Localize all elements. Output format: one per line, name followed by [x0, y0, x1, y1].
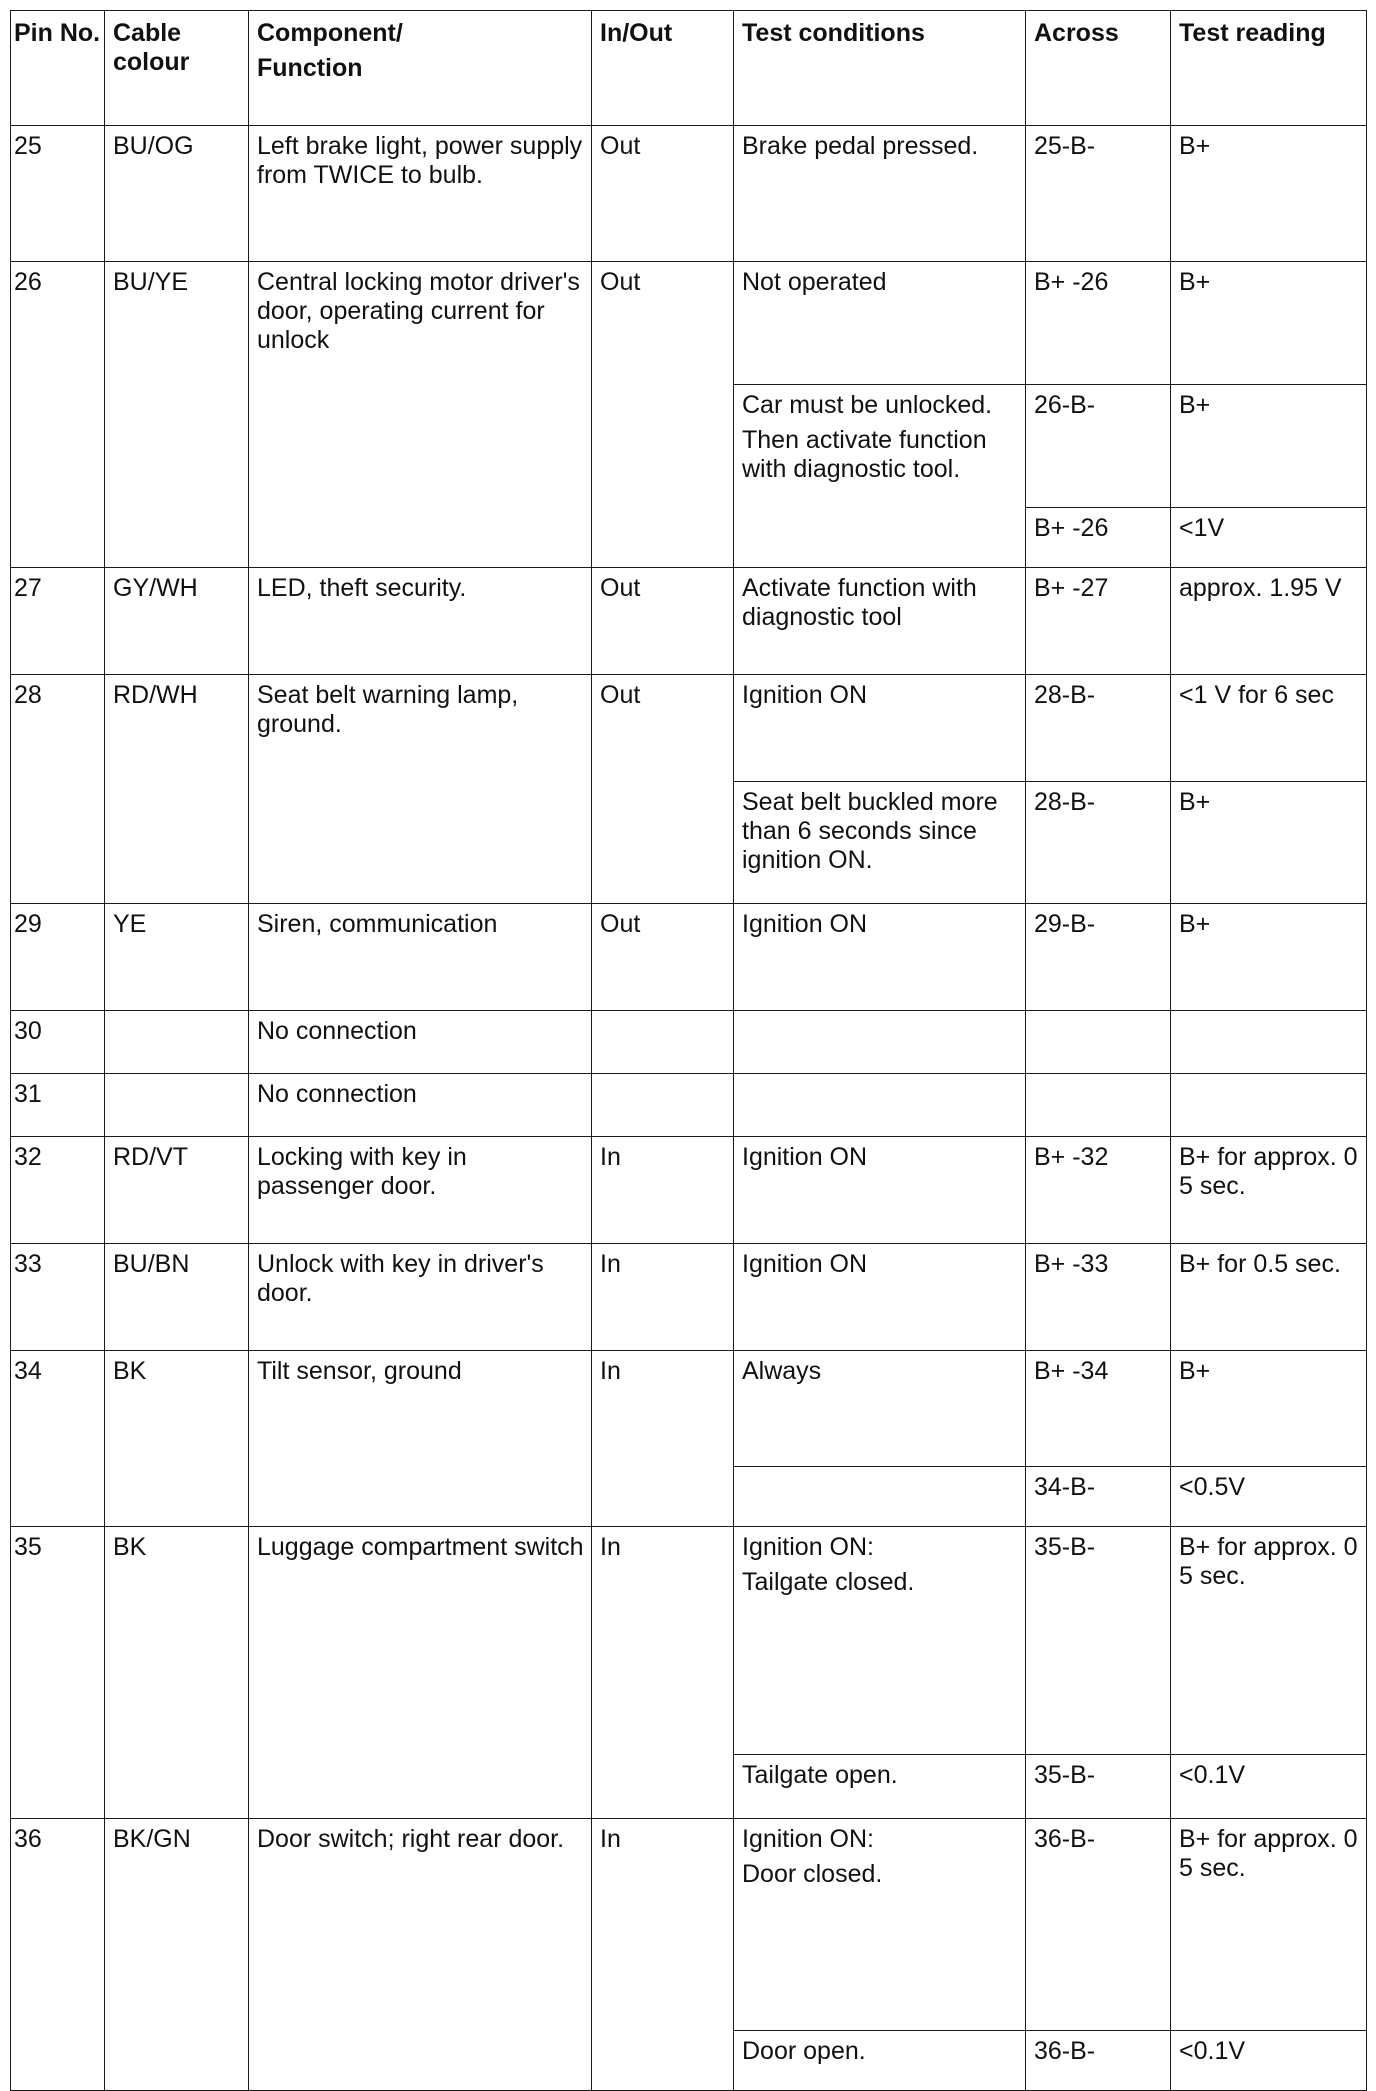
across-cell: B+ -34 — [1026, 1351, 1171, 1467]
inout-cell: Out — [592, 675, 734, 904]
across-cell: B+ -33 — [1026, 1244, 1171, 1351]
header-component: Component/ Function — [249, 11, 592, 126]
test-conditions-cell — [734, 1244, 1026, 1351]
across-cell: B+ -26 — [1026, 262, 1171, 385]
table-row — [11, 1819, 1367, 2031]
cable-colour-cell: BK — [105, 1527, 249, 1819]
test-reading-cell: B+ for approx. 0 5 sec. — [1171, 1527, 1367, 1755]
table-body — [11, 126, 1367, 2091]
test-reading-cell: B+ — [1171, 782, 1367, 904]
test-conditions-cell — [734, 2031, 1026, 2091]
cable-colour-cell: RD/WH — [105, 675, 249, 904]
test-reading-cell: B+ — [1171, 385, 1367, 508]
table-row — [11, 1137, 1367, 1244]
condition-line: Ignition ON: — [742, 1533, 875, 1561]
cable-colour-cell: BU/OG — [105, 126, 249, 262]
across-cell: 28-B- — [1026, 675, 1171, 782]
test-conditions-cell — [734, 675, 1026, 782]
across-cell: 36-B- — [1026, 1819, 1171, 2031]
test-reading-cell: <1V — [1171, 508, 1367, 568]
component-cell: Locking with key in passenger door. — [249, 1137, 592, 1244]
component-cell: Luggage compartment switch — [249, 1527, 592, 1819]
component-cell: Tilt sensor, ground — [249, 1351, 592, 1527]
condition-line: Tailgate open. — [742, 1761, 898, 1789]
test-conditions-cell — [734, 1467, 1026, 1527]
pin-number-cell: 29 — [11, 904, 105, 1011]
test-conditions-cell — [734, 1527, 1026, 1755]
across-cell: B+ -32 — [1026, 1137, 1171, 1244]
across-cell: 29-B- — [1026, 904, 1171, 1011]
across-cell: 35-B- — [1026, 1755, 1171, 1819]
component-cell: Seat belt warning lamp, ground. — [249, 675, 592, 904]
condition-line: Not operated — [742, 268, 887, 296]
condition-line: Activate function with diagnostic tool — [742, 574, 977, 631]
test-conditions-cell — [734, 1074, 1026, 1137]
inout-cell: In — [592, 1351, 734, 1527]
test-conditions-cell — [734, 385, 1026, 568]
inout-cell: In — [592, 1527, 734, 1819]
pin-number-cell: 36 — [11, 1819, 105, 2091]
across-cell: 28-B- — [1026, 782, 1171, 904]
inout-cell: In — [592, 1137, 734, 1244]
across-cell: 26-B- — [1026, 385, 1171, 508]
condition-line: Always — [742, 1357, 822, 1385]
test-conditions-cell — [734, 904, 1026, 1011]
test-reading-cell: <1 V for 6 sec — [1171, 675, 1367, 782]
pin-number-cell: 25 — [11, 126, 105, 262]
header-reading: Test reading — [1171, 11, 1367, 126]
inout-cell — [592, 1011, 734, 1074]
table-row — [11, 904, 1367, 1011]
table-row — [11, 568, 1367, 675]
across-cell — [1026, 1011, 1171, 1074]
across-cell — [1026, 1074, 1171, 1137]
test-conditions-cell — [734, 126, 1026, 262]
pin-number-cell: 35 — [11, 1527, 105, 1819]
condition-line: Tailgate closed. — [742, 1568, 915, 1596]
table-row — [11, 126, 1367, 262]
condition-line: Door open. — [742, 2037, 866, 2065]
pin-number-cell: 33 — [11, 1244, 105, 1351]
pin-number-cell: 31 — [11, 1074, 105, 1137]
table-row — [11, 1244, 1367, 1351]
test-conditions-cell — [734, 1351, 1026, 1467]
header-inout: In/Out — [592, 11, 734, 126]
test-reading-cell: B+ — [1171, 262, 1367, 385]
pin-number-cell: 34 — [11, 1351, 105, 1527]
test-reading-cell — [1171, 1074, 1367, 1137]
pin-number-cell: 26 — [11, 262, 105, 568]
condition-line: Ignition ON — [742, 1250, 868, 1278]
inout-cell: Out — [592, 262, 734, 568]
component-cell: Siren, communication — [249, 904, 592, 1011]
pin-number-cell: 28 — [11, 675, 105, 904]
test-conditions-cell — [734, 782, 1026, 904]
test-reading-cell: B+ — [1171, 1351, 1367, 1467]
test-reading-cell — [1171, 1011, 1367, 1074]
test-conditions-cell — [734, 1755, 1026, 1819]
test-reading-cell: B+ for approx. 0 5 sec. — [1171, 1137, 1367, 1244]
across-cell: 36-B- — [1026, 2031, 1171, 2091]
test-reading-cell: B+ — [1171, 126, 1367, 262]
cable-colour-cell: GY/WH — [105, 568, 249, 675]
pin-test-table — [10, 10, 1367, 2091]
header-across: Across — [1026, 11, 1171, 126]
condition-line: Seat belt buckled more than 6 seconds since ignition ON. — [742, 788, 998, 874]
inout-cell: Out — [592, 568, 734, 675]
component-cell: LED, theft security. — [249, 568, 592, 675]
cable-colour-cell — [105, 1011, 249, 1074]
component-cell: Left brake light, power supply from TWICE to bulb. — [249, 126, 592, 262]
test-reading-cell: B+ for approx. 0 5 sec. — [1171, 1819, 1367, 2031]
inout-cell: In — [592, 1819, 734, 2091]
table-row — [11, 1351, 1367, 1467]
condition-line: Ignition ON — [742, 1143, 868, 1171]
test-reading-cell: B+ — [1171, 904, 1367, 1011]
test-reading-cell: <0.1V — [1171, 2031, 1367, 2091]
pin-number-cell: 32 — [11, 1137, 105, 1244]
component-cell: Central locking motor driver's door, operating current for unlock — [249, 262, 592, 568]
test-conditions-cell — [734, 1011, 1026, 1074]
table-row — [11, 1011, 1367, 1074]
header-cable: Cable colour — [105, 11, 249, 126]
test-conditions-cell — [734, 568, 1026, 675]
test-reading-cell: B+ for 0.5 sec. — [1171, 1244, 1367, 1351]
cable-colour-cell: BU/BN — [105, 1244, 249, 1351]
test-conditions-cell — [734, 1137, 1026, 1244]
header-conditions: Test conditions — [734, 11, 1026, 126]
test-reading-cell: approx. 1.95 V — [1171, 568, 1367, 675]
component-cell: No connection — [249, 1074, 592, 1137]
across-cell: 25-B- — [1026, 126, 1171, 262]
header-row — [11, 11, 1367, 126]
table-row — [11, 1074, 1367, 1137]
cable-colour-cell: YE — [105, 904, 249, 1011]
table-row — [11, 262, 1367, 385]
cable-colour-cell — [105, 1074, 249, 1137]
inout-cell — [592, 1074, 734, 1137]
pin-table-page — [10, 10, 1366, 2065]
test-conditions-cell — [734, 262, 1026, 385]
condition-line: Ignition ON — [742, 910, 868, 938]
condition-line: Door closed. — [742, 1860, 883, 1888]
component-cell: Door switch; right rear door. — [249, 1819, 592, 2091]
table-row — [11, 1527, 1367, 1755]
cable-colour-cell: RD/VT — [105, 1137, 249, 1244]
test-reading-cell: <0.1V — [1171, 1755, 1367, 1819]
condition-line: Brake pedal pressed. — [742, 132, 979, 160]
cable-colour-cell: BU/YE — [105, 262, 249, 568]
header-pin: Pin No. — [11, 11, 105, 126]
across-cell: 35-B- — [1026, 1527, 1171, 1755]
across-cell: B+ -26 — [1026, 508, 1171, 568]
cable-colour-cell: BK — [105, 1351, 249, 1527]
condition-line: Then activate function with diagnostic tool. — [742, 426, 987, 483]
table-row — [11, 675, 1367, 782]
condition-line: Ignition ON: — [742, 1825, 875, 1853]
pin-number-cell: 30 — [11, 1011, 105, 1074]
across-cell: B+ -27 — [1026, 568, 1171, 675]
cable-colour-cell: BK/GN — [105, 1819, 249, 2091]
condition-line: Car must be unlocked. — [742, 391, 993, 419]
component-cell: No connection — [249, 1011, 592, 1074]
inout-cell: In — [592, 1244, 734, 1351]
pin-number-cell: 27 — [11, 568, 105, 675]
across-cell: 34-B- — [1026, 1467, 1171, 1527]
component-cell: Unlock with key in driver's door. — [249, 1244, 592, 1351]
condition-line: Ignition ON — [742, 681, 868, 709]
test-conditions-cell — [734, 1819, 1026, 2031]
test-reading-cell: <0.5V — [1171, 1467, 1367, 1527]
inout-cell: Out — [592, 904, 734, 1011]
inout-cell: Out — [592, 126, 734, 262]
